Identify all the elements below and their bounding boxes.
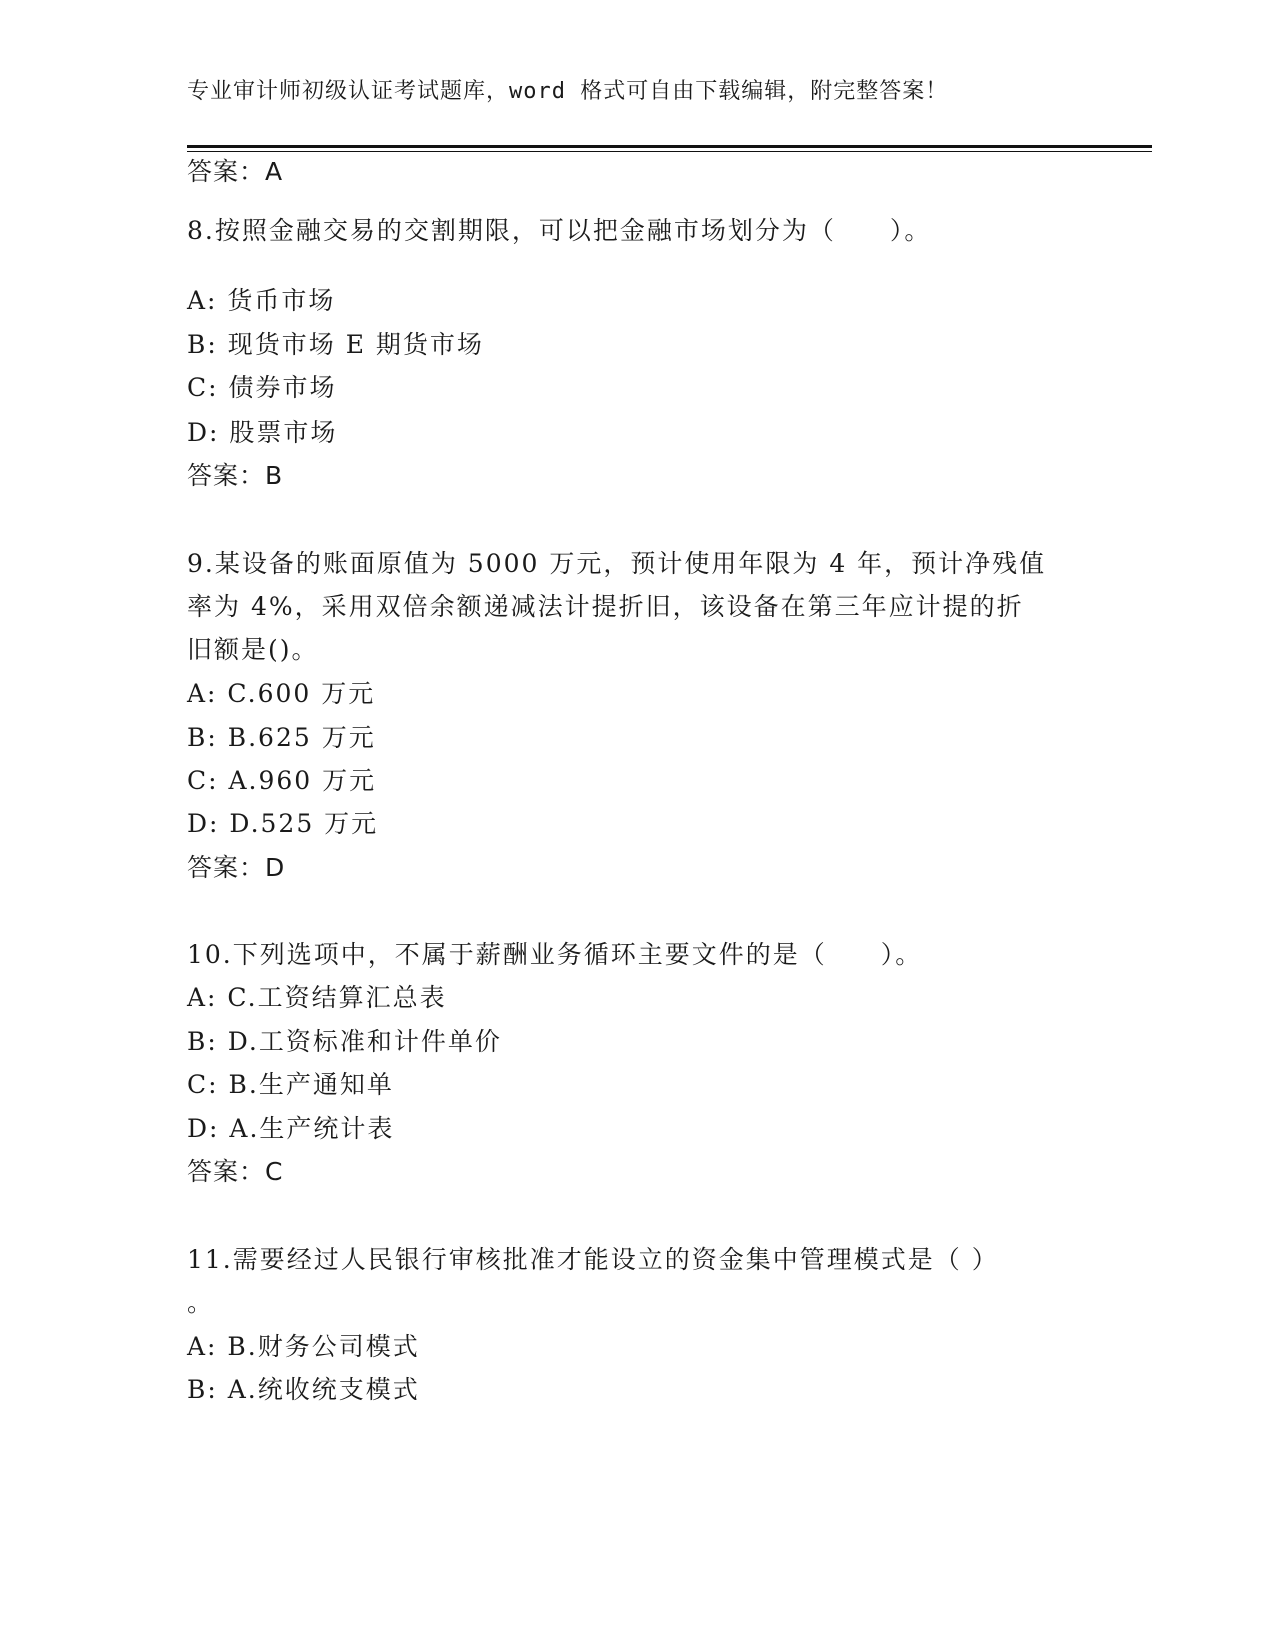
question-11-option-a: A: B.财务公司模式 [187,1332,420,1361]
header-rule-thin [187,151,1152,152]
question-9-option-a: A: C.600 万元 [187,679,376,708]
question-9-option-c: C: A.960 万元 [187,766,377,795]
question-11-option-b: B: A.统收统支模式 [187,1375,420,1404]
question-8-option-b: B: 现货市场 E 期货市场 [187,330,484,359]
question-8-option-c: C: 债券市场 [187,373,337,402]
question-11-stem-line-2: 。 [187,1288,215,1317]
page-header: 专业审计师初级认证考试题库，word 格式可自由下载编辑，附完整答案！ [187,79,949,104]
question-10-option-d: D: A.生产统计表 [187,1114,395,1143]
question-9-stem-line-2: 率为 4%，采用双倍余额递减法计提折旧，该设备在第三年应计提的折 [187,592,1024,621]
question-9-stem-line-3: 旧额是()。 [187,635,319,664]
question-10-option-c: C: B.生产通知单 [187,1070,394,1099]
header-rule-thick [187,145,1152,148]
question-11-stem-line-1: 11.需要经过人民银行审核批准才能设立的资金集中管理模式是（ ） [187,1245,999,1274]
question-8-answer: 答案：B [187,461,284,490]
question-10-option-b: B: D.工资标准和计件单价 [187,1027,502,1056]
question-8-option-d: D: 股票市场 [187,418,338,447]
question-9-answer: 答案：D [187,853,286,882]
question-10-stem: 10.下列选项中，不属于薪酬业务循环主要文件的是（ ）。 [187,940,923,969]
question-10-answer: 答案：C [187,1157,284,1186]
question-8-option-a: A: 货币市场 [187,286,336,315]
question-8-stem: 8.按照金融交易的交割期限，可以把金融市场划分为（ ）。 [187,216,932,245]
question-9-option-b: B: B.625 万元 [187,723,376,752]
question-9-stem-line-1: 9.某设备的账面原值为 5000 万元，预计使用年限为 4 年，预计净残值 [187,549,1047,578]
question-9-option-d: D: D.525 万元 [187,809,379,838]
previous-answer: 答案：A [187,157,284,186]
question-10-option-a: A: C.工资结算汇总表 [187,983,447,1012]
